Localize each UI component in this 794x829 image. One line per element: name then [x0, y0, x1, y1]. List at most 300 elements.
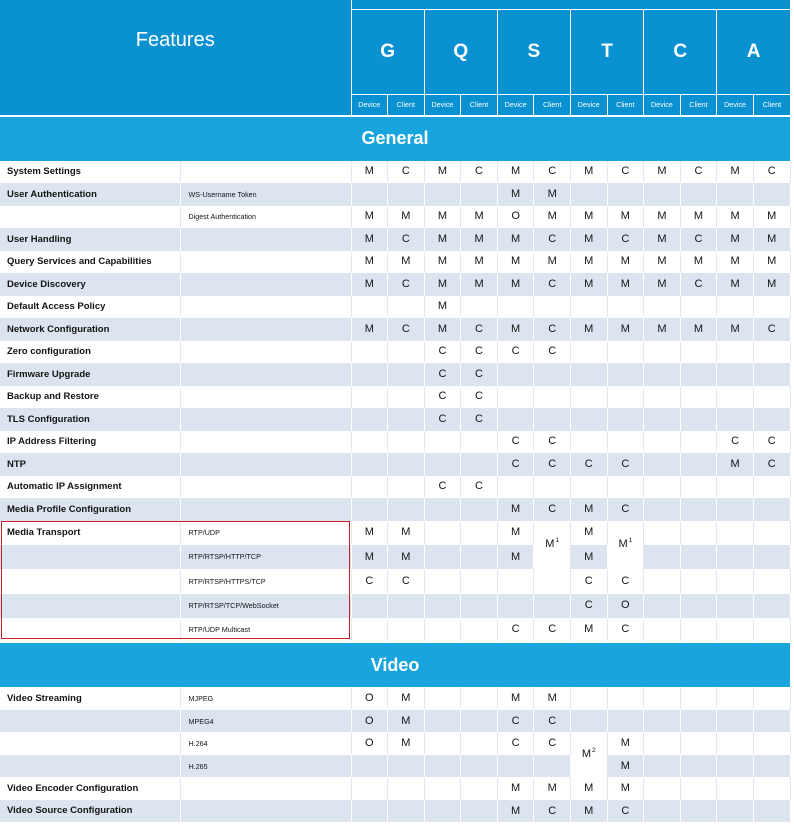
profile-q-client-cell — [461, 296, 498, 319]
profile-c-client-cell: C — [680, 228, 717, 251]
sub-feature-cell: MPEG4 — [180, 710, 351, 733]
profile-s-client-cell: M — [534, 183, 571, 206]
sub-feature-cell — [180, 363, 351, 386]
profile-g-device-cell: M — [351, 521, 388, 545]
profile-a-header: A — [717, 10, 790, 95]
profile-s-device-cell: M — [497, 183, 534, 206]
profile-q-client-cell: C — [461, 363, 498, 386]
profile-a-client-cell — [753, 476, 790, 499]
profile-q-device-cell — [424, 453, 461, 476]
profile-a-device-cell: C — [717, 431, 754, 454]
profile-q-client-cell — [461, 777, 498, 800]
profile-c-device-cell — [644, 183, 681, 206]
profile-g-device-cell: O — [351, 710, 388, 733]
footnote-marker: 1 — [628, 537, 633, 545]
profile-q-client-cell: M — [461, 228, 498, 251]
profile-s-device-cell: M — [497, 545, 534, 569]
profile-c-client-cell — [680, 386, 717, 409]
profile-s-client-cell: C — [534, 161, 571, 184]
profile-t-device-cell: M — [570, 273, 607, 296]
sub-feature-cell — [180, 251, 351, 274]
profile-s-device-cell — [497, 386, 534, 409]
profile-g-device-cell — [351, 594, 388, 618]
sub-feature-cell — [180, 453, 351, 476]
profile-q-client-cell — [461, 569, 498, 593]
section-band-video — [0, 642, 790, 687]
profile-g-device-cell: O — [351, 687, 388, 710]
profile-t-client-cell: C — [607, 161, 644, 184]
profile-q-client-cell — [461, 183, 498, 206]
sub-feature-cell — [180, 777, 351, 800]
profile-a-device-cell: M — [717, 318, 754, 341]
profile-q-device-cell — [424, 732, 461, 755]
client-column-label: Client — [388, 95, 425, 116]
profile-s-device-cell — [497, 296, 534, 319]
profile-q-client-cell: M — [461, 251, 498, 274]
profile-q-device-cell — [424, 800, 461, 823]
profile-t-device-cell — [570, 732, 607, 777]
profile-q-header: Q — [424, 10, 497, 95]
profile-g-client-cell — [388, 498, 425, 521]
profile-q-client-cell — [461, 453, 498, 476]
profile-a-client-cell — [753, 755, 790, 778]
profile-s-device-cell: M — [497, 521, 534, 545]
profile-q-device-cell: C — [424, 408, 461, 431]
profile-c-client-cell — [680, 476, 717, 499]
profile-t-device-cell: C — [570, 569, 607, 593]
profile-t-device-cell: C — [570, 594, 607, 618]
profile-c-client-cell — [680, 341, 717, 364]
profile-a-client-cell — [753, 341, 790, 364]
device-column-label: Device — [644, 95, 681, 116]
profile-a-device-cell: M — [717, 161, 754, 184]
feature-name-cell: Backup and Restore — [0, 386, 180, 409]
profile-t-device-cell — [570, 363, 607, 386]
feature-row — [0, 755, 790, 778]
profile-a-client-cell — [753, 710, 790, 733]
profile-a-client-cell — [753, 618, 790, 642]
profile-g-client-cell: C — [388, 161, 425, 184]
profile-t-client-cell: C — [607, 618, 644, 642]
profile-g-device-cell — [351, 453, 388, 476]
profile-q-client-cell: M — [461, 273, 498, 296]
profile-c-device-cell — [644, 296, 681, 319]
profile-s-device-cell: C — [497, 431, 534, 454]
feature-name-cell: Network Configuration — [0, 318, 180, 341]
profile-c-device-cell — [644, 363, 681, 386]
profile-q-client-cell — [461, 545, 498, 569]
profile-g-client-cell — [388, 183, 425, 206]
profile-g-device-cell: M — [351, 318, 388, 341]
profile-t-client-cell — [607, 296, 644, 319]
profile-t-client-cell — [607, 341, 644, 364]
profile-g-client-cell — [388, 296, 425, 319]
profile-g-client-cell — [388, 476, 425, 499]
profile-c-device-cell: M — [644, 273, 681, 296]
client-column-label: Client — [753, 95, 790, 116]
profile-s-client-cell: M — [534, 777, 571, 800]
profile-s-device-cell: C — [497, 710, 534, 733]
profile-s-client-cell: C — [534, 453, 571, 476]
profile-c-device-cell — [644, 476, 681, 499]
profile-g-header: G — [351, 10, 424, 95]
feature-name-cell — [0, 569, 180, 593]
profile-s-device-cell — [497, 408, 534, 431]
feature-row — [0, 476, 790, 499]
profile-t-client-cell: M — [607, 777, 644, 800]
profile-q-device-cell: C — [424, 341, 461, 364]
profile-a-device-cell — [717, 521, 754, 545]
section-band-general — [0, 116, 790, 161]
profile-g-client-cell: C — [388, 318, 425, 341]
profile-a-device-cell — [717, 545, 754, 569]
profile-c-client-cell — [680, 521, 717, 545]
profile-q-device-cell — [424, 521, 461, 545]
profile-c-device-cell — [644, 594, 681, 618]
profile-g-client-cell: M — [388, 521, 425, 545]
device-column-label: Device — [717, 95, 754, 116]
profile-t-client-cell — [607, 687, 644, 710]
feature-name-cell: NTP — [0, 453, 180, 476]
profile-q-client-cell: C — [461, 341, 498, 364]
profile-q-device-cell: C — [424, 476, 461, 499]
profile-q-device-cell — [424, 498, 461, 521]
profile-s-client-cell: C — [534, 710, 571, 733]
profile-g-client-cell — [388, 363, 425, 386]
footnote-marker: 2 — [592, 747, 596, 755]
profile-a-device-cell — [717, 569, 754, 593]
profile-g-client-cell — [388, 431, 425, 454]
feature-row — [0, 521, 790, 545]
profile-s-device-cell: M — [497, 687, 534, 710]
profile-s-device-cell: C — [497, 732, 534, 755]
profile-a-client-cell — [753, 183, 790, 206]
profile-t-device-cell: M — [570, 161, 607, 184]
profile-a-client-cell — [753, 363, 790, 386]
profile-a-client-cell — [753, 777, 790, 800]
profile-c-client-cell — [680, 777, 717, 800]
feature-row — [0, 273, 790, 296]
profile-g-client-cell: C — [388, 228, 425, 251]
profile-s-device-cell: M — [497, 228, 534, 251]
profile-c-device-cell — [644, 341, 681, 364]
profile-c-device-cell — [644, 545, 681, 569]
feature-name-cell: Media Transport — [0, 521, 180, 545]
sub-feature-cell: RTP/RTSP/HTTPS/TCP — [180, 569, 351, 593]
profile-q-client-cell: C — [461, 386, 498, 409]
profile-s-client-cell — [534, 594, 571, 618]
profile-s-client-cell: C — [534, 431, 571, 454]
profile-q-client-cell: C — [461, 476, 498, 499]
feature-row — [0, 777, 790, 800]
profile-c-device-cell — [644, 777, 681, 800]
profile-g-device-cell: M — [351, 228, 388, 251]
feature-name-cell: User Handling — [0, 228, 180, 251]
profile-a-device-cell — [717, 408, 754, 431]
feature-name-cell — [0, 618, 180, 642]
profile-t-client-cell: M — [607, 206, 644, 229]
feature-name-cell: Automatic IP Assignment — [0, 476, 180, 499]
profile-q-device-cell — [424, 755, 461, 778]
profile-s-client-cell: C — [534, 732, 571, 755]
profile-g-client-cell: M — [388, 732, 425, 755]
profile-c-device-cell — [644, 569, 681, 593]
profile-g-client-cell — [388, 341, 425, 364]
profile-q-client-cell — [461, 521, 498, 545]
feature-row — [0, 800, 790, 823]
profile-t-client-cell — [607, 710, 644, 733]
feature-name-cell: Default Access Policy — [0, 296, 180, 319]
section-title: Video — [0, 642, 790, 687]
profile-c-client-cell — [680, 183, 717, 206]
feature-row — [0, 431, 790, 454]
profile-c-client-cell — [680, 618, 717, 642]
profile-s-device-cell — [497, 755, 534, 778]
sub-feature-cell — [180, 800, 351, 823]
feature-name-cell: Media Profile Configuration — [0, 498, 180, 521]
profile-t-client-cell: C — [607, 800, 644, 823]
profile-s-client-cell — [534, 521, 571, 570]
feature-name-cell: IP Address Filtering — [0, 431, 180, 454]
profile-a-device-cell: M — [717, 453, 754, 476]
client-column-label: Client — [534, 95, 571, 116]
profile-t-client-cell — [607, 431, 644, 454]
profile-g-device-cell — [351, 341, 388, 364]
profile-a-device-cell — [717, 498, 754, 521]
features-header: Features — [0, 0, 351, 116]
profile-a-client-cell — [753, 800, 790, 823]
profile-t-client-cell: C — [607, 453, 644, 476]
profile-c-client-cell — [680, 732, 717, 755]
profile-g-client-cell — [388, 386, 425, 409]
profile-c-device-cell: M — [644, 161, 681, 184]
profile-c-client-cell — [680, 453, 717, 476]
profile-t-client-cell: M — [607, 755, 644, 778]
profile-c-device-cell: M — [644, 318, 681, 341]
profile-g-device-cell — [351, 800, 388, 823]
header-top-strip — [351, 0, 790, 10]
sub-feature-cell: H.265 — [180, 755, 351, 778]
sub-feature-cell — [180, 273, 351, 296]
profile-a-client-cell — [753, 545, 790, 569]
profile-a-client-cell — [753, 687, 790, 710]
profile-g-client-cell — [388, 618, 425, 642]
profile-q-device-cell — [424, 710, 461, 733]
profile-t-device-cell: M — [570, 228, 607, 251]
profile-c-client-cell — [680, 687, 717, 710]
profile-q-device-cell: M — [424, 206, 461, 229]
profile-g-client-cell: C — [388, 569, 425, 593]
feature-row — [0, 296, 790, 319]
sub-feature-cell: RTP/UDP Multicast — [180, 618, 351, 642]
profile-a-device-cell — [717, 296, 754, 319]
feature-name-cell: System Settings — [0, 161, 180, 184]
footnote-marker: 1 — [555, 537, 560, 545]
profile-g-device-cell: M — [351, 273, 388, 296]
profile-a-client-cell — [753, 732, 790, 755]
profile-s-device-cell — [497, 569, 534, 593]
profile-q-device-cell — [424, 687, 461, 710]
profile-q-client-cell: C — [461, 318, 498, 341]
profile-s-client-cell: C — [534, 318, 571, 341]
profile-c-device-cell — [644, 618, 681, 642]
profile-s-client-cell — [534, 296, 571, 319]
profile-t-client-cell — [607, 521, 644, 570]
section-title: General — [0, 116, 790, 161]
profile-q-client-cell — [461, 755, 498, 778]
profile-a-client-cell: C — [753, 161, 790, 184]
profile-a-client-cell — [753, 594, 790, 618]
profile-q-device-cell — [424, 545, 461, 569]
profile-s-client-cell: M — [534, 206, 571, 229]
profile-a-device-cell: M — [717, 273, 754, 296]
profile-q-client-cell — [461, 800, 498, 823]
feature-name-cell — [0, 594, 180, 618]
profile-t-header: T — [570, 10, 643, 95]
profile-q-device-cell: C — [424, 363, 461, 386]
profile-g-device-cell: M — [351, 161, 388, 184]
profile-g-client-cell — [388, 594, 425, 618]
profile-g-device-cell — [351, 431, 388, 454]
device-column-label: Device — [351, 95, 388, 116]
client-column-label: Client — [461, 95, 498, 116]
feature-row — [0, 710, 790, 733]
support-level: M — [581, 748, 592, 761]
profile-c-device-cell — [644, 687, 681, 710]
profile-a-device-cell — [717, 800, 754, 823]
profile-g-client-cell — [388, 453, 425, 476]
support-level: M — [618, 538, 628, 551]
table-header — [0, 0, 790, 116]
profile-q-client-cell — [461, 710, 498, 733]
profile-g-client-cell: M — [388, 687, 425, 710]
profile-s-client-cell: C — [534, 228, 571, 251]
profile-g-device-cell: M — [351, 545, 388, 569]
client-column-label: Client — [607, 95, 644, 116]
sub-feature-cell — [180, 228, 351, 251]
profile-c-client-cell — [680, 545, 717, 569]
feature-row — [0, 732, 790, 755]
profile-s-device-cell: C — [497, 341, 534, 364]
feature-row — [0, 206, 790, 229]
feature-name-cell — [0, 732, 180, 755]
feature-row — [0, 228, 790, 251]
profile-q-device-cell: C — [424, 386, 461, 409]
profile-t-device-cell: M — [570, 618, 607, 642]
profile-g-client-cell: M — [388, 206, 425, 229]
profile-s-client-cell — [534, 569, 571, 593]
profile-g-device-cell — [351, 386, 388, 409]
profile-a-client-cell — [753, 498, 790, 521]
profile-c-client-cell: C — [680, 161, 717, 184]
profile-g-client-cell — [388, 755, 425, 778]
sub-feature-cell — [180, 431, 351, 454]
feature-name-cell — [0, 545, 180, 569]
feature-row — [0, 687, 790, 710]
feature-name-cell: Query Services and Capabilities — [0, 251, 180, 274]
profile-a-client-cell — [753, 521, 790, 545]
profile-c-client-cell — [680, 296, 717, 319]
profile-q-client-cell — [461, 594, 498, 618]
profile-c-client-cell — [680, 363, 717, 386]
profile-q-client-cell: M — [461, 206, 498, 229]
profile-t-client-cell: C — [607, 228, 644, 251]
feature-row — [0, 318, 790, 341]
device-column-label: Device — [570, 95, 607, 116]
profile-g-device-cell — [351, 755, 388, 778]
profile-c-device-cell — [644, 755, 681, 778]
profile-c-client-cell — [680, 710, 717, 733]
profile-q-device-cell: M — [424, 251, 461, 274]
profile-q-device-cell — [424, 183, 461, 206]
profile-s-client-cell: C — [534, 800, 571, 823]
profile-q-client-cell — [461, 431, 498, 454]
profile-q-device-cell: M — [424, 228, 461, 251]
profile-t-client-cell: M — [607, 732, 644, 755]
profile-c-device-cell — [644, 498, 681, 521]
feature-name-cell: Device Discovery — [0, 273, 180, 296]
profile-c-client-cell — [680, 800, 717, 823]
profile-a-client-cell: C — [753, 453, 790, 476]
profile-a-device-cell — [717, 476, 754, 499]
feature-row — [0, 498, 790, 521]
profile-a-client-cell — [753, 408, 790, 431]
profile-s-device-cell: M — [497, 273, 534, 296]
profile-c-device-cell: M — [644, 228, 681, 251]
profile-t-device-cell — [570, 408, 607, 431]
profile-g-device-cell — [351, 777, 388, 800]
sub-feature-cell — [180, 296, 351, 319]
profile-c-client-cell — [680, 408, 717, 431]
sub-feature-cell: H.264 — [180, 732, 351, 755]
profile-s-device-cell: C — [497, 618, 534, 642]
header-strip-row — [0, 0, 790, 10]
profile-t-device-cell — [570, 386, 607, 409]
profile-c-client-cell: C — [680, 273, 717, 296]
sub-feature-cell: MJPEG — [180, 687, 351, 710]
profile-t-client-cell: O — [607, 594, 644, 618]
profile-c-device-cell — [644, 521, 681, 545]
profile-s-client-cell: C — [534, 618, 571, 642]
support-level: M — [545, 538, 555, 551]
profile-q-client-cell — [461, 498, 498, 521]
profile-t-device-cell — [570, 687, 607, 710]
profile-g-device-cell — [351, 296, 388, 319]
profile-g-device-cell: M — [351, 206, 388, 229]
profile-g-device-cell — [351, 363, 388, 386]
feature-name-cell — [0, 755, 180, 778]
profile-c-device-cell — [644, 386, 681, 409]
profile-c-device-cell: M — [644, 251, 681, 274]
profile-s-client-cell: C — [534, 341, 571, 364]
profile-q-device-cell — [424, 594, 461, 618]
sub-feature-cell — [180, 341, 351, 364]
profile-a-device-cell: M — [717, 206, 754, 229]
profile-q-device-cell — [424, 618, 461, 642]
profile-a-device-cell — [717, 341, 754, 364]
profile-g-device-cell — [351, 618, 388, 642]
profile-s-device-cell: M — [497, 498, 534, 521]
feature-row — [0, 161, 790, 184]
profile-c-client-cell — [680, 431, 717, 454]
profile-s-device-cell: M — [497, 318, 534, 341]
profile-t-device-cell: C — [570, 453, 607, 476]
profile-t-device-cell: M — [570, 521, 607, 545]
feature-row — [0, 545, 790, 569]
profile-g-client-cell: M — [388, 545, 425, 569]
client-column-label: Client — [680, 95, 717, 116]
profile-c-client-cell — [680, 755, 717, 778]
